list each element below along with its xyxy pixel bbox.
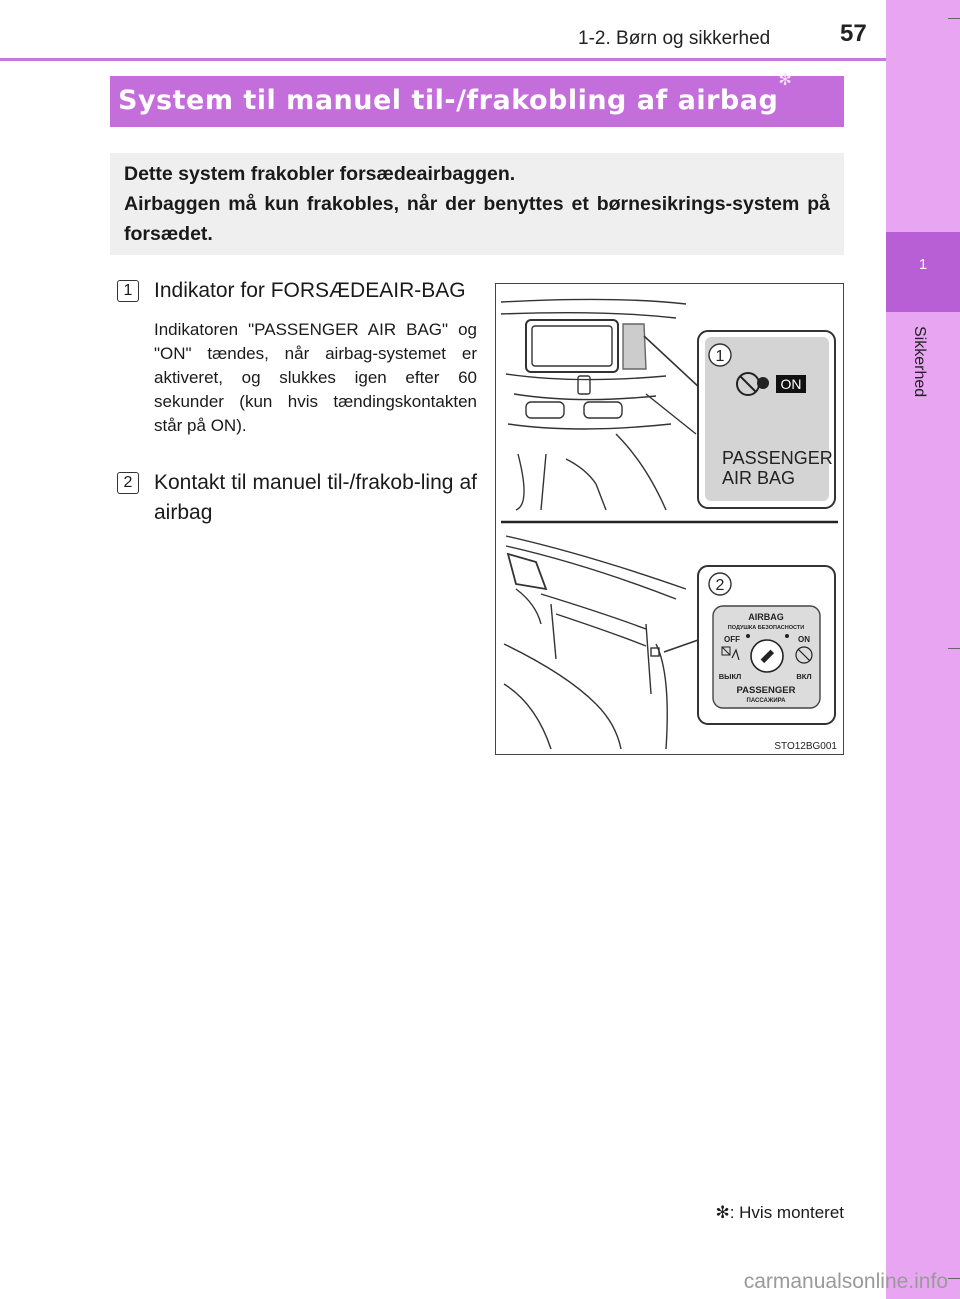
intro-line-2: Airbaggen må kun frakobles, når der benyttes et børnesikrings-system på forsædet. xyxy=(124,193,830,245)
chapter-number-tab: 1 xyxy=(886,232,960,312)
crop-mark xyxy=(948,1278,960,1279)
crop-mark xyxy=(948,18,960,19)
footnote-text: : Hvis monteret xyxy=(729,1203,844,1222)
callout-number-2: 2 xyxy=(715,577,725,594)
illustration-svg xyxy=(496,284,843,754)
switch-off-ru-label: ВЫКЛ xyxy=(718,672,742,681)
switch-on-label: ON xyxy=(798,635,810,644)
intro-line-1: Dette system frakobler forsædeairbaggen. xyxy=(124,163,516,185)
switch-airbag-ru-label: ПОДУШКА БЕЗОПАСНОСТИ xyxy=(727,625,805,631)
airbag-illustration xyxy=(495,283,844,755)
list-item-2 xyxy=(117,468,477,528)
item-heading: Kontakt til manuel til-/frakob-ling af airbag xyxy=(154,471,477,524)
crop-mark xyxy=(948,648,960,649)
chapter-label: Sikkerhed xyxy=(911,326,928,398)
footnote xyxy=(715,1203,844,1223)
chapter-side-tab xyxy=(886,0,960,1299)
asterisk-marker: ✻ xyxy=(778,72,792,89)
item-description: Indikatoren "PASSENGER AIR BAG" og "ON" tændes, når airbag-systemet er aktiveret, og slukkes igen efter 60 sekunder (kun hvis tændingskontakten står på ON). xyxy=(154,320,477,435)
item-number-badge: 1 xyxy=(117,280,139,302)
switch-passenger-label: PASSENGER xyxy=(736,685,796,696)
switch-off-label: OFF xyxy=(724,635,740,644)
list-item-1 xyxy=(117,276,477,438)
section-heading: System til manuel til-/frakobling af airbag xyxy=(118,85,779,116)
figure-code: STO12BG001 xyxy=(774,741,837,752)
indicator-label-line-2: AIR BAG xyxy=(722,468,796,488)
key-switch-icon xyxy=(751,640,783,672)
indicator-on-label: ON xyxy=(780,376,802,392)
item-heading: Indikator for FORSÆDEAIR-BAG xyxy=(154,279,466,302)
callout-number-1: 1 xyxy=(715,348,725,365)
header-rule xyxy=(0,58,886,61)
watermark: carmanualsonline.info xyxy=(743,1270,948,1293)
footnote-marker: ✻ xyxy=(715,1203,730,1222)
item-number-badge: 2 xyxy=(117,472,139,494)
section-heading-bar xyxy=(110,72,844,127)
intro-box xyxy=(110,153,844,255)
switch-passenger-ru-label: ПАССАЖИРА xyxy=(746,698,786,704)
switch-airbag-label: AIRBAG xyxy=(748,612,784,622)
switch-on-ru-label: ВКЛ xyxy=(796,672,812,681)
section-title: 1-2. Børn og sikkerhed xyxy=(578,28,771,49)
page-number: 57 xyxy=(840,20,867,47)
indicator-label-line-1: PASSENGER xyxy=(722,448,833,468)
